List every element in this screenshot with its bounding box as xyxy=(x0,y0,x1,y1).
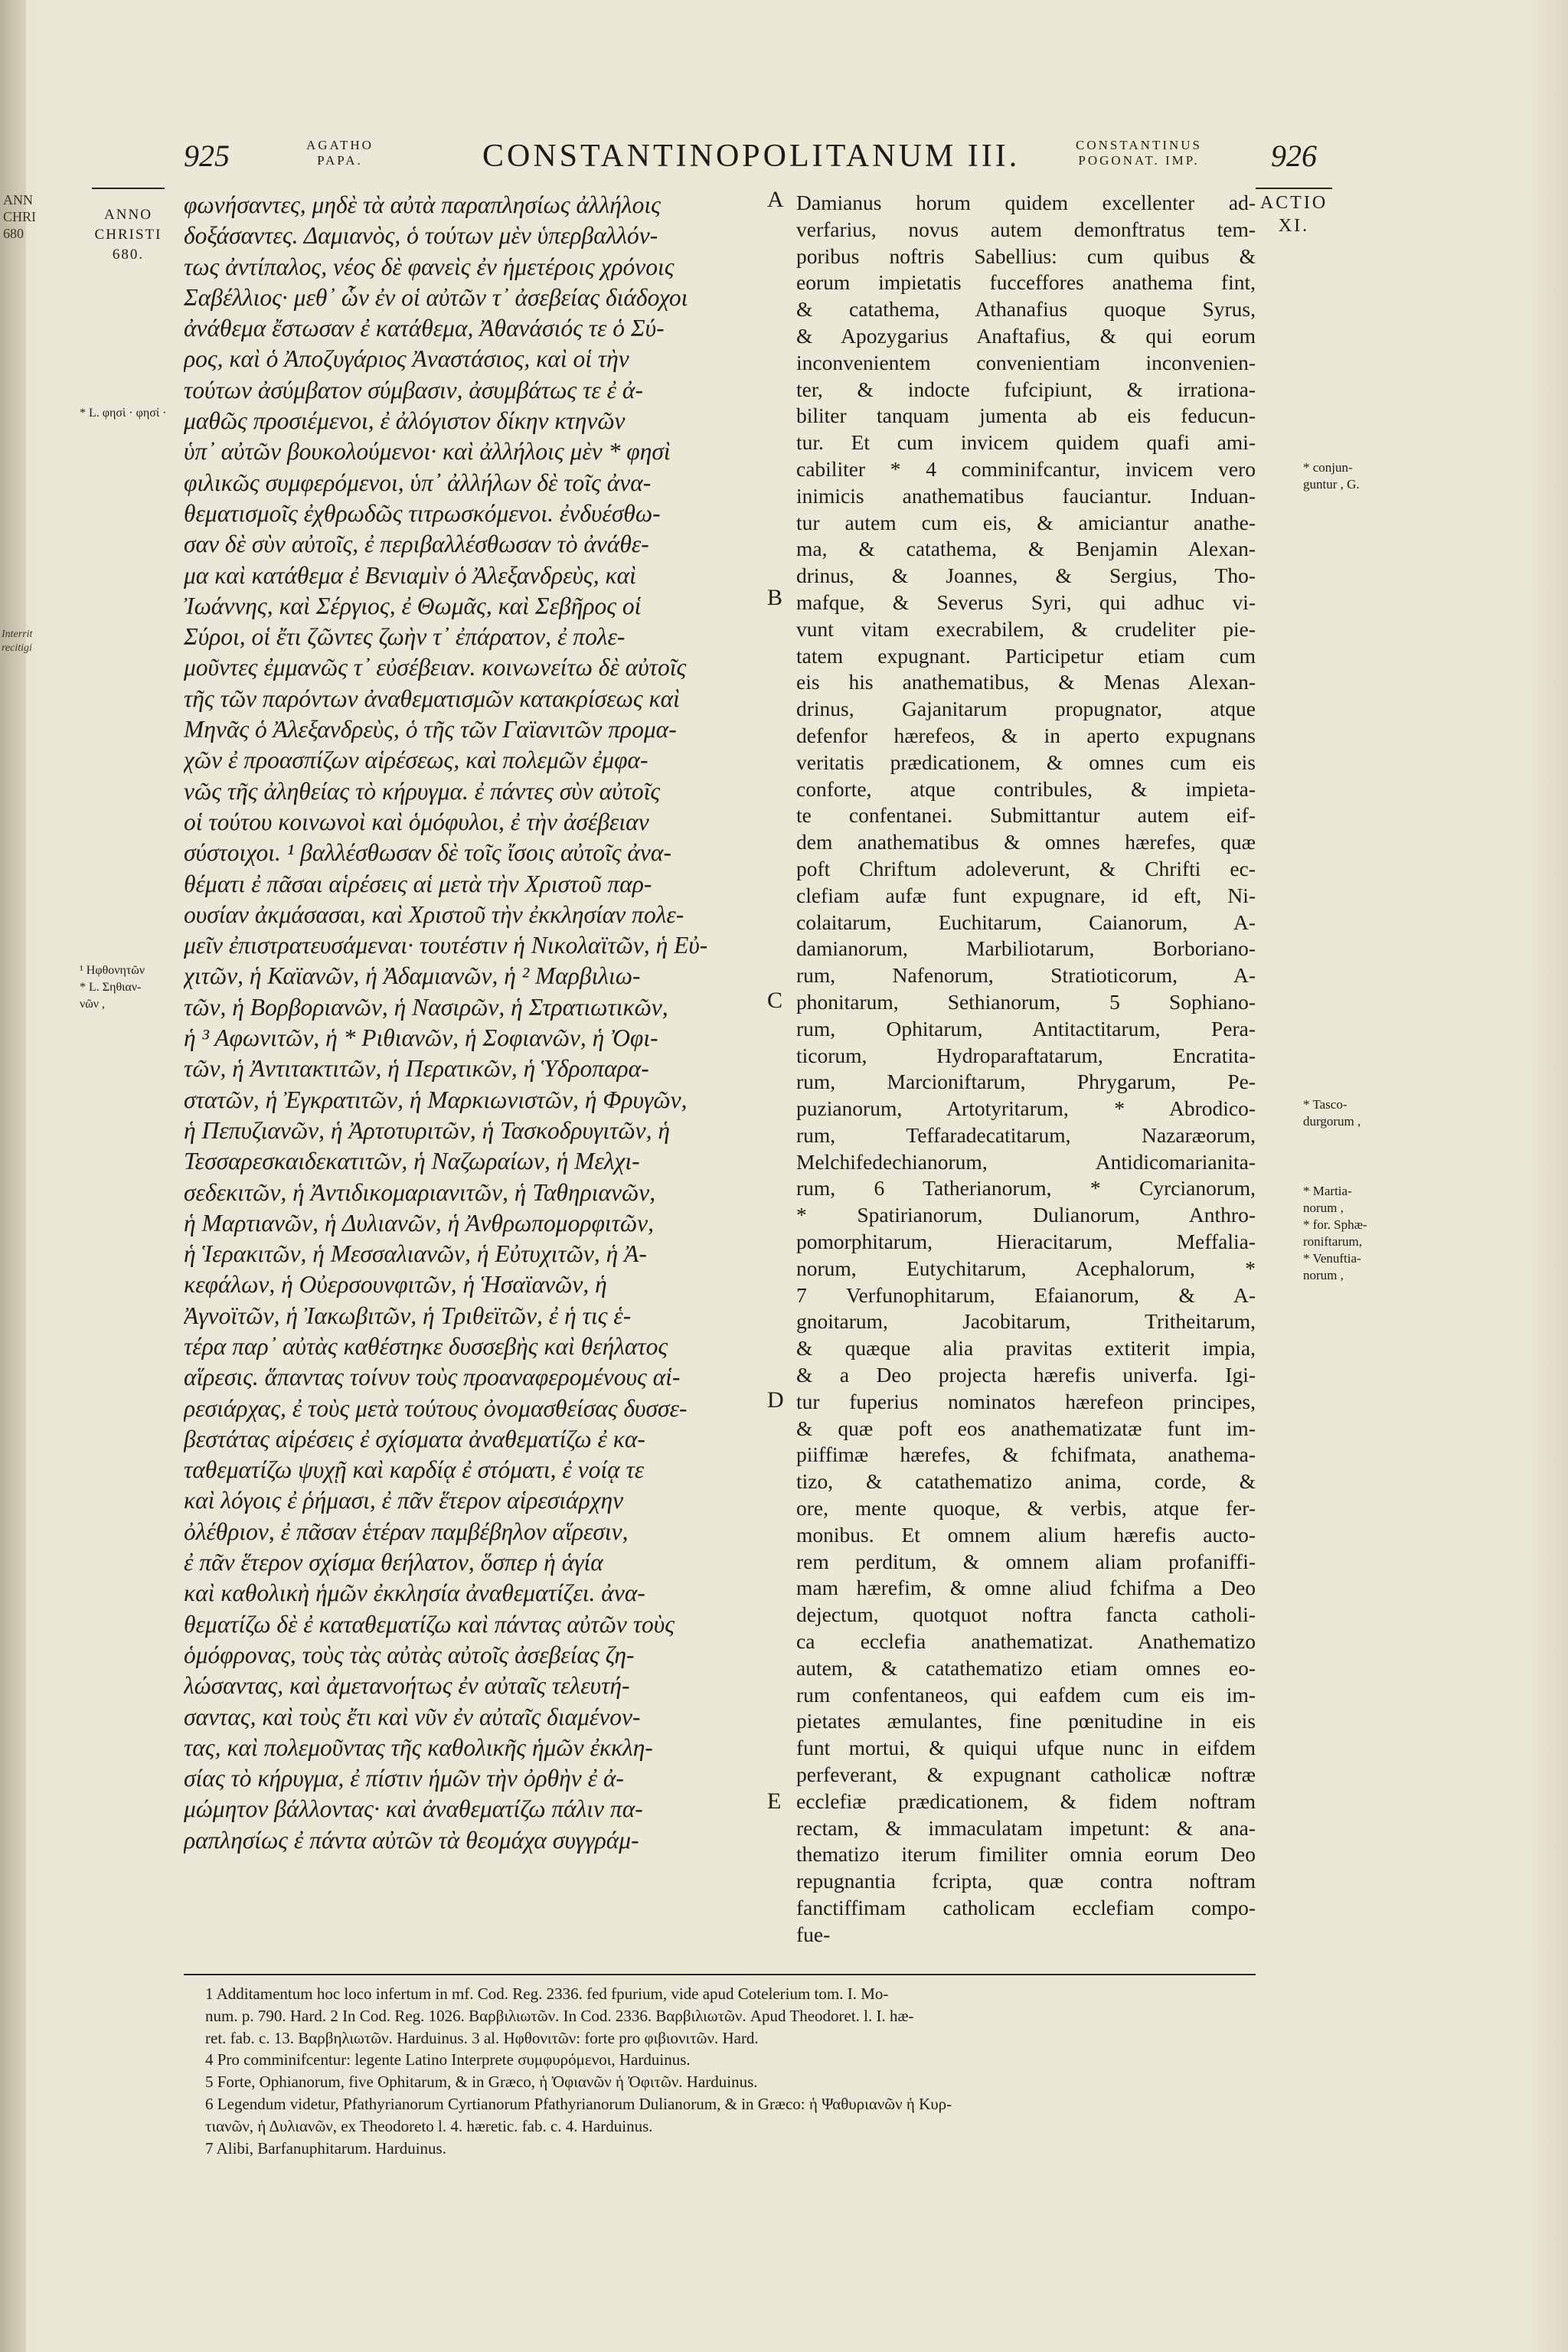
latin-line: poribus noftris Sabellius: cum quibus & xyxy=(796,243,1256,268)
latin-line: ecclefiæ prædicationem, & fidem noftram xyxy=(796,1788,1256,1813)
footnotes xyxy=(205,1983,1308,2159)
greek-line: σύστοιχοι. ¹ βαλλέσθωσαν δὲ τοῖς ἴσοις αὐτοῖς ἀνα- xyxy=(184,839,671,867)
latin-line: & catathema, Athanafius quoque Syrus, xyxy=(796,297,1256,322)
latin-line: rectam, & immaculatam impetunt: & ana- xyxy=(796,1815,1256,1840)
latin-line: pietates æmulantes, fine pœnitudine in eis xyxy=(796,1709,1256,1733)
greek-text-column xyxy=(184,190,754,1856)
latin-line: & Apozygarius Anaftafius, & qui eorum xyxy=(796,323,1256,348)
latin-line: biliter tanquam jumenta ab eis feducun- xyxy=(796,403,1256,428)
greek-line: μώμητον βάλλοντας· καὶ ἀναθεματίζω πάλιν πα- xyxy=(184,1795,643,1823)
greek-line: ταθεματίζω ψυχῇ καὶ καρδίᾳ ἐ στόματι, ἐ νοίᾳ τε xyxy=(184,1456,645,1484)
greek-line: ραπλησίως ἐ πάντα αὐτῶν τὰ θεομάχα συγγράμ- xyxy=(184,1826,639,1854)
latin-line: rum, Nafenorum, Stratioticorum, A- xyxy=(796,963,1256,988)
greek-line: δοξάσαντες. Δαμιανὸς, ὁ τούτων μὲν ὑπερβαλλόν- xyxy=(184,222,658,250)
greek-line: καὶ καθολικὴ ἡμῶν ἐκκλησία ἀναθεματίζει. ἀνα- xyxy=(184,1579,645,1607)
actio-rule xyxy=(1256,188,1332,189)
latin-line: monibus. Et omnem alium hærefis aucto- xyxy=(796,1522,1256,1547)
margin-note-left-3: * L. Σηθιαν- xyxy=(80,981,142,994)
greek-line: τέρα παρ᾽ αὐτὰς καθέστηκε δυσσεβὴς καὶ θεήλατος xyxy=(184,1332,668,1360)
greek-line: μα καὶ κατάθεμα ἐ Βενιαμὶν ὁ Ἀλεξανδρεὺς, καὶ xyxy=(184,561,636,589)
greek-line: Ἰωάννης, καὶ Σέργιος, ἐ Θωμᾶς, καὶ Σεβῆρος οἱ xyxy=(184,592,642,619)
latin-line: & a Deo projecta hærefis univerfa. Igi- xyxy=(796,1363,1256,1387)
greek-line: ἡ ³ Αφωνιτῶν, ἡ * Ριθιανῶν, ἡ Σοφιανῶν, ἡ Ὀφι- xyxy=(184,1024,658,1052)
latin-line: fue- xyxy=(796,1922,831,1946)
greek-line: Σύροι, οἱ ἔτι ζῶντες ζωὴν τ᾽ ἐπάρατον, ἐ πολε- xyxy=(184,623,626,651)
footnote: 6 Legendum videtur, Pfathyrianorum Cyrtianorum Pfathyrianorum Dulianorum, & in Græco: ἡ Ψαθυριανῶν ἡ Κυρ- xyxy=(205,2094,952,2113)
latin-line: ticorum, Hydroparaftatarum, Encratita- xyxy=(796,1043,1256,1067)
latin-line: conforte, atque contribules, & impieta- xyxy=(796,776,1256,801)
latin-line: ore, mente quoque, & verbis, atque fer- xyxy=(796,1496,1256,1521)
latin-line: tur. Et cum invicem quidem quafi ami- xyxy=(796,430,1256,455)
greek-line: αἵρεσις. ἅπαντας τοίνυν τοὺς προαναφερομένους αἱ- xyxy=(184,1364,681,1391)
greek-line: θεματίζω δὲ ἐ καταθεματίζω καὶ πάντας αὐτῶν τοὺς xyxy=(184,1610,675,1638)
latin-line: damianorum, Marbiliotarum, Borboriano- xyxy=(796,936,1256,961)
greek-line: μοῦντες ἐμμανῶς τ᾽ εὐσέβειαν. κοινωνείτω δὲ αὐτοῖς xyxy=(184,654,687,681)
latin-line: 7 Verfunophitarum, Efaianorum, & A- xyxy=(796,1282,1256,1307)
latin-line: puzianorum, Artotyritarum, * Abrodico- xyxy=(796,1096,1256,1121)
latin-line: & quæ poft eos anathematizatæ funt im- xyxy=(796,1416,1256,1440)
latin-line: tizo, & catathematizo anima, corde, & xyxy=(796,1469,1256,1494)
section-letter-e: E xyxy=(767,1788,782,1814)
latin-line: pomorphitarum, Hieracitarum, Meffalia- xyxy=(796,1230,1256,1254)
latin-line: clefiam aufæ funt expugnare, id eft, Ni- xyxy=(796,883,1256,907)
greek-line: ἀνάθεμα ἔστωσαν ἐ κατάθεμα, Ἀθανάσιός τε ὁ Σύ- xyxy=(184,315,665,342)
latin-line: colaitarum, Euchitarum, Caianorum, A- xyxy=(796,910,1256,934)
latin-line: poft Chriftum adoleverunt, & Chrifti ec- xyxy=(796,856,1256,880)
running-head-emperor: CONSTANTINUS POGONAT. IMP. xyxy=(1076,138,1202,168)
greek-line: σαν δὲ σὺν αὐτοῖς, ἐ περιβαλλέσθωσαν τὸ ἀνάθε- xyxy=(184,531,649,558)
greek-line: βεστάτας αἱρέσεις ἐ σχίσματα ἀναθεματίζω ἐ κα- xyxy=(184,1425,645,1452)
greek-line: θεματισμοῖς ἐχθρωδῶς τιτρωσκόμενοι. ἐνδυέσθω- xyxy=(184,499,661,527)
latin-line: & quæque alia pravitas extiterit impia, xyxy=(796,1336,1256,1361)
footnote: τιανῶν, ἡ Δυλιανῶν, ex Theodoreto l. 4. hæretic. fab. c. 4. Harduinus. xyxy=(205,2116,653,2135)
latin-line: Damianus horum quidem excellenter ad- xyxy=(796,191,1256,214)
latin-line: rem perditum, & omnem aliam profaniffi- xyxy=(796,1549,1256,1573)
section-letter-d: D xyxy=(767,1387,784,1413)
greek-line: σίας τὸ κήρυγμα, ἐ πίστιν ἡμῶν τὴν ὀρθὴν ἐ ἀ- xyxy=(184,1765,624,1792)
greek-line: ρεσιάρχας, ἐ τοὺς μετὰ τούτους ὀνομασθείσας δυσσε- xyxy=(184,1394,688,1422)
greek-line: καὶ λόγοις ἐ ῥήμασι, ἐ πᾶν ἕτερον αἱρεσιάρχην xyxy=(184,1487,624,1514)
greek-line: Ἀγνοϊτῶν, ἡ Ἰακωβιτῶν, ἡ Τριθεϊτῶν, ἐ ἡ τις ἑ- xyxy=(184,1302,632,1329)
anno-rule xyxy=(92,188,165,189)
page-title: CONSTANTINOPOLITANUM III. xyxy=(482,139,1021,174)
greek-line: ἡ Μαρτιανῶν, ἡ Δυλιανῶν, ἡ Ἀνθρωπομορφιτῶν, xyxy=(184,1209,654,1236)
latin-line: drinus, & Joannes, & Sergius, Tho- xyxy=(796,564,1256,588)
footnote: 1 Additamentum hoc loco infertum in mf. Cod. Reg. 2336. fed fpurium, vide apud Cotelerium tom. I. Mo- xyxy=(205,1984,889,2003)
facing-page-margin-text: ANN CHRI 680 xyxy=(3,192,37,241)
latin-line: autem, & catathematizo etiam omnes eo- xyxy=(796,1655,1256,1680)
section-letter-c: C xyxy=(767,988,783,1013)
latin-line: dem anathematibus & omnes hærefes, quæ xyxy=(796,830,1256,854)
page-number-left: 925 xyxy=(184,139,230,173)
latin-line: drinus, Gajanitarum propugnator, atque xyxy=(796,697,1256,721)
latin-text-column xyxy=(796,190,1256,1949)
latin-line: rum, Marcioniftarum, Phrygarum, Pe- xyxy=(796,1070,1256,1094)
greek-line: μεῖν ἐπιστρατευσάμεναι· τουτέστιν ἡ Νικολαϊτῶν, ἡ Εὐ- xyxy=(184,932,708,959)
latin-line: mafque, & Severus Syri, qui adhuc vi- xyxy=(796,590,1256,614)
latin-line: veritatis prædicationem, & omnes cum eis xyxy=(796,750,1256,774)
latin-line: verfarius, novus autem demonftratus tem- xyxy=(796,217,1256,241)
latin-line: ca ecclefia anathematizat. Anathematizo xyxy=(796,1629,1256,1654)
latin-line: rum confentaneos, qui eafdem cum eis im- xyxy=(796,1682,1256,1707)
latin-line: cabiliter * 4 comminifcantur, invicem vero xyxy=(796,456,1256,481)
latin-line: dejectum, quotquot noftra fancta catholi- xyxy=(796,1602,1256,1627)
latin-line: inconvenientem convenientiam inconvenien- xyxy=(796,350,1256,374)
greek-line: Τεσσαρεσκαιδεκατιτῶν, ἡ Ναζωραίων, ἡ Μελχι- xyxy=(184,1148,640,1175)
greek-line: λώσαντας, καὶ ἀμετανοήτως ἐν αὐταῖς τελευτή- xyxy=(184,1672,630,1700)
latin-line: rum, Teffaradecatitarum, Nazaræorum, xyxy=(796,1122,1256,1147)
margin-note-left-4: νῶν , xyxy=(80,998,105,1011)
session-margin: ACTIO XI. xyxy=(1259,193,1328,236)
latin-line: defenfor hærefeos, & in aperto expugnans xyxy=(796,723,1256,747)
latin-line: Melchifedechianorum, Antidicomarianita- xyxy=(796,1149,1256,1174)
greek-line: ὀλέθριον, ἐ πᾶσαν ἑτέραν παμβέβηλον αἵρεσιν, xyxy=(184,1517,629,1545)
greek-line: φωνήσαντες, μηδὲ τὰ αὐτὰ παραπλησίως ἀλλήλοις xyxy=(184,191,661,218)
running-header xyxy=(184,138,1317,184)
margin-note-right-1: * conjun- guntur , G. xyxy=(1303,460,1360,492)
latin-line: perfeverant, & expugnant catholicæ noftræ xyxy=(796,1762,1256,1787)
margin-note-left-1: * L. φησὶ · φησί · xyxy=(80,407,167,420)
running-head-pope: AGATHO PAPA. xyxy=(306,138,374,168)
greek-line: μαθῶς προσιέμενοι, ἐ ἀλόγιστον δίκην κτηνῶν xyxy=(184,407,626,435)
latin-line: repugnantia fcripta, quæ contra noftram xyxy=(796,1869,1256,1893)
greek-line: ἐ πᾶν ἕτερον σχίσμα θεήλατον, ὅσπερ ἡ ἁγία xyxy=(184,1549,603,1576)
latin-line: eorum impietatis fucceffores anathema fint, xyxy=(796,270,1256,295)
latin-line: gnoitarum, Jacobitarum, Tritheitarum, xyxy=(796,1309,1256,1334)
latin-line: funt mortui, & quiqui ufque nunc in eifdem xyxy=(796,1736,1256,1760)
greek-line: χιτῶν, ἡ Καϊανῶν, ἡ Ἀδαμιανῶν, ἡ ² Μαρβιλιω- xyxy=(184,962,641,990)
greek-line: ἡ Ἱερακιτῶν, ἡ Μεσσαλιανῶν, ἡ Εὐτυχιτῶν, ἡ Ἀ- xyxy=(184,1240,647,1268)
greek-line: Σαβέλλιος· μεθ᾽ ὧν ἐν οἱ αὐτῶν τ᾽ ἀσεβείας διάδοχοι xyxy=(184,283,688,311)
margin-note-left-2: ¹ Ηφθονητῶν xyxy=(80,964,145,977)
latin-line: tatem expugnant. Participetur etiam cum xyxy=(796,643,1256,668)
margin-note-right-3: * Martia- norum , * for. Sphæ- roniftarum, * Venuftia- norum , xyxy=(1303,1184,1367,1282)
greek-line: Μηνᾶς ὁ Ἀλεξανδρεὺς, ὁ τῆς τῶν Γαϊανιτῶν προμα- xyxy=(184,716,677,743)
footnote: 7 Alibi, Barfanuphitarum. Harduinus. xyxy=(205,2138,446,2158)
latin-line: tur autem cum eis, & amiciantur anathe- xyxy=(796,510,1256,534)
section-letter-a: A xyxy=(767,187,784,212)
latin-line: vunt vitam execrabilem, & crudeliter pie- xyxy=(796,616,1256,641)
greek-line: οἱ τούτου κοινωνοὶ καὶ ὁμόφυλοι, ἐ τὴν ἀσέβειαν xyxy=(184,808,649,835)
latin-line: rum, 6 Tatherianorum, * Cyrcianorum, xyxy=(796,1176,1256,1200)
margin-note-right-2: * Tasco- durgorum , xyxy=(1303,1097,1361,1129)
greek-line: τούτων ἀσύμβατον σύμβασιν, ἀσυμβάτως τε ἐ ἀ- xyxy=(184,376,643,403)
latin-line: * Spatirianorum, Dulianorum, Anthro- xyxy=(796,1203,1256,1227)
greek-line: σεδεκιτῶν, ἡ Ἀντιδικομαριανιτῶν, ἡ Ταθηριανῶν, xyxy=(184,1178,656,1206)
greek-line: στατῶν, ἡ Ἐγκρατιτῶν, ἡ Μαρκιωνιστῶν, ἡ Φρυγῶν, xyxy=(184,1086,688,1113)
facing-page-edge xyxy=(0,0,37,2352)
facing-page-note: Interrit recitigi xyxy=(2,629,33,654)
latin-line: eis his anathematibus, & Menas Alexan- xyxy=(796,670,1256,694)
latin-line: rum, Ophitarum, Antitactitarum, Pera- xyxy=(796,1016,1256,1040)
greek-line: τῶν, ἡ Βορβοριανῶν, ἡ Νασιρῶν, ἡ Στρατιωτικῶν, xyxy=(184,993,668,1021)
footnote: ret. fab. c. 13. Βαρβηλιωτῶν. Harduinus. 3 al. Ηφθονιτῶν: forte pro φιβιονιτῶν. Hard. xyxy=(205,2028,759,2047)
footnote: 4 Pro comminifcentur: legente Latino Interprete συμφυρόμενοι, Harduinus. xyxy=(205,2050,691,2069)
greek-line: τῶν, ἡ Ἀντιτακτιτῶν, ἡ Περατικῶν, ἡ Ὑδροπαρα- xyxy=(184,1055,649,1083)
latin-line: norum, Eutychitarum, Acephalorum, * xyxy=(796,1256,1256,1280)
latin-line: piiffimæ hærefes, & fchifmata, anathema- xyxy=(796,1442,1256,1467)
latin-line: ter, & indocte fufcipiunt, & irrationa- xyxy=(796,377,1256,401)
greek-line: θέματι ἐ πᾶσαι αἱρέσεις αἱ μετὰ τὴν Χριστοῦ παρ- xyxy=(184,870,652,897)
footnote-rule xyxy=(184,1974,1256,1975)
latin-line: te confentanei. Submittantur autem eif- xyxy=(796,803,1256,828)
latin-line: mam hærefim, & omne aliud fchifma a Deo xyxy=(796,1576,1256,1600)
section-letter-b: B xyxy=(767,585,783,610)
year-margin: ANNO CHRISTI 680. xyxy=(94,207,162,263)
footnote: 5 Forte, Ophianorum, five Ophitarum, & in Græco, ἡ Ὀφιανῶν ἡ Ὀφιτῶν. Harduinus. xyxy=(205,2073,758,2092)
greek-line: τως ἀντίπαλος, νέος δὲ φανεὶς ἐν ἡμετέροις χρόνοις xyxy=(184,253,675,280)
greek-line: κεφάλων, ἡ Οὐερσουνφιτῶν, ἡ Ἡσαϊανῶν, ἡ xyxy=(184,1271,607,1298)
latin-line: inimicis anathematibus fauciantur. Induan- xyxy=(796,483,1256,508)
greek-line: ρος, καὶ ὁ Ἀποζυγάριος Ἀναστάσιος, καὶ οἱ τὴν xyxy=(184,345,629,373)
greek-line: σαντας, καὶ τοὺς ἔτι καὶ νῦν ἐν αὐταῖς διαμένον- xyxy=(184,1703,641,1730)
latin-line: ma, & catathema, & Benjamin Alexan- xyxy=(796,537,1256,561)
latin-line: thematizo iterum fimiliter omnia eorum Deo xyxy=(796,1842,1256,1867)
footnote: num. p. 790. Hard. 2 In Cod. Reg. 1026. Βαρβιλιωτῶν. In Cod. 2336. Βαρβιλιωτῶν. Apud Theodoret. l. I. hæ- xyxy=(205,2006,914,2025)
greek-line: φιλικῶς συμφερόμενοι, ὑπ᾽ ἀλλήλων δὲ τοῖς ἀνα- xyxy=(184,469,652,496)
page-number-right: 926 xyxy=(1271,139,1317,173)
greek-line: νῶς τῆς ἀληθείας τὸ κήρυγμα. ἐ πάντες σὺν αὐτοῖς xyxy=(184,777,661,805)
latin-line: tur fuperius nominatos hærefeon principes, xyxy=(796,1389,1256,1413)
latin-line: fanctiffimam catholicam ecclefiam compo- xyxy=(796,1896,1256,1919)
latin-line: phonitarum, Sethianorum, 5 Sophiano- xyxy=(796,989,1256,1014)
greek-line: ἡ Πεπυζιανῶν, ἡ Ἀρτοτυριτῶν, ἡ Τασκοδρυγιτῶν, ἡ xyxy=(184,1116,670,1144)
greek-line: τῆς τῶν παρόντων ἀναθεματισμῶν κατακρίσεως καὶ xyxy=(184,684,680,712)
greek-line: ὁμόφρονας, τοὺς τὰς αὐτὰς αὐτοῖς ἀσεβείας ζη- xyxy=(184,1641,635,1668)
greek-line: χῶν ἐ προασπίζων αἱρέσεως, καὶ πολεμῶν ἐμφα- xyxy=(184,746,648,774)
greek-line: ουσίαν ἀκμάσασαι, καὶ Χριστοῦ τὴν ἐκκλησίαν πολε- xyxy=(184,900,684,928)
greek-line: ὑπ᾽ αὐτῶν βουκολούμενοι· καὶ ἀλλήλοις μὲν * φησὶ xyxy=(184,438,671,466)
greek-line: τας, καὶ πολεμοῦντας τῆς καθολικῆς ἡμῶν ἐκκλη- xyxy=(184,1733,653,1761)
